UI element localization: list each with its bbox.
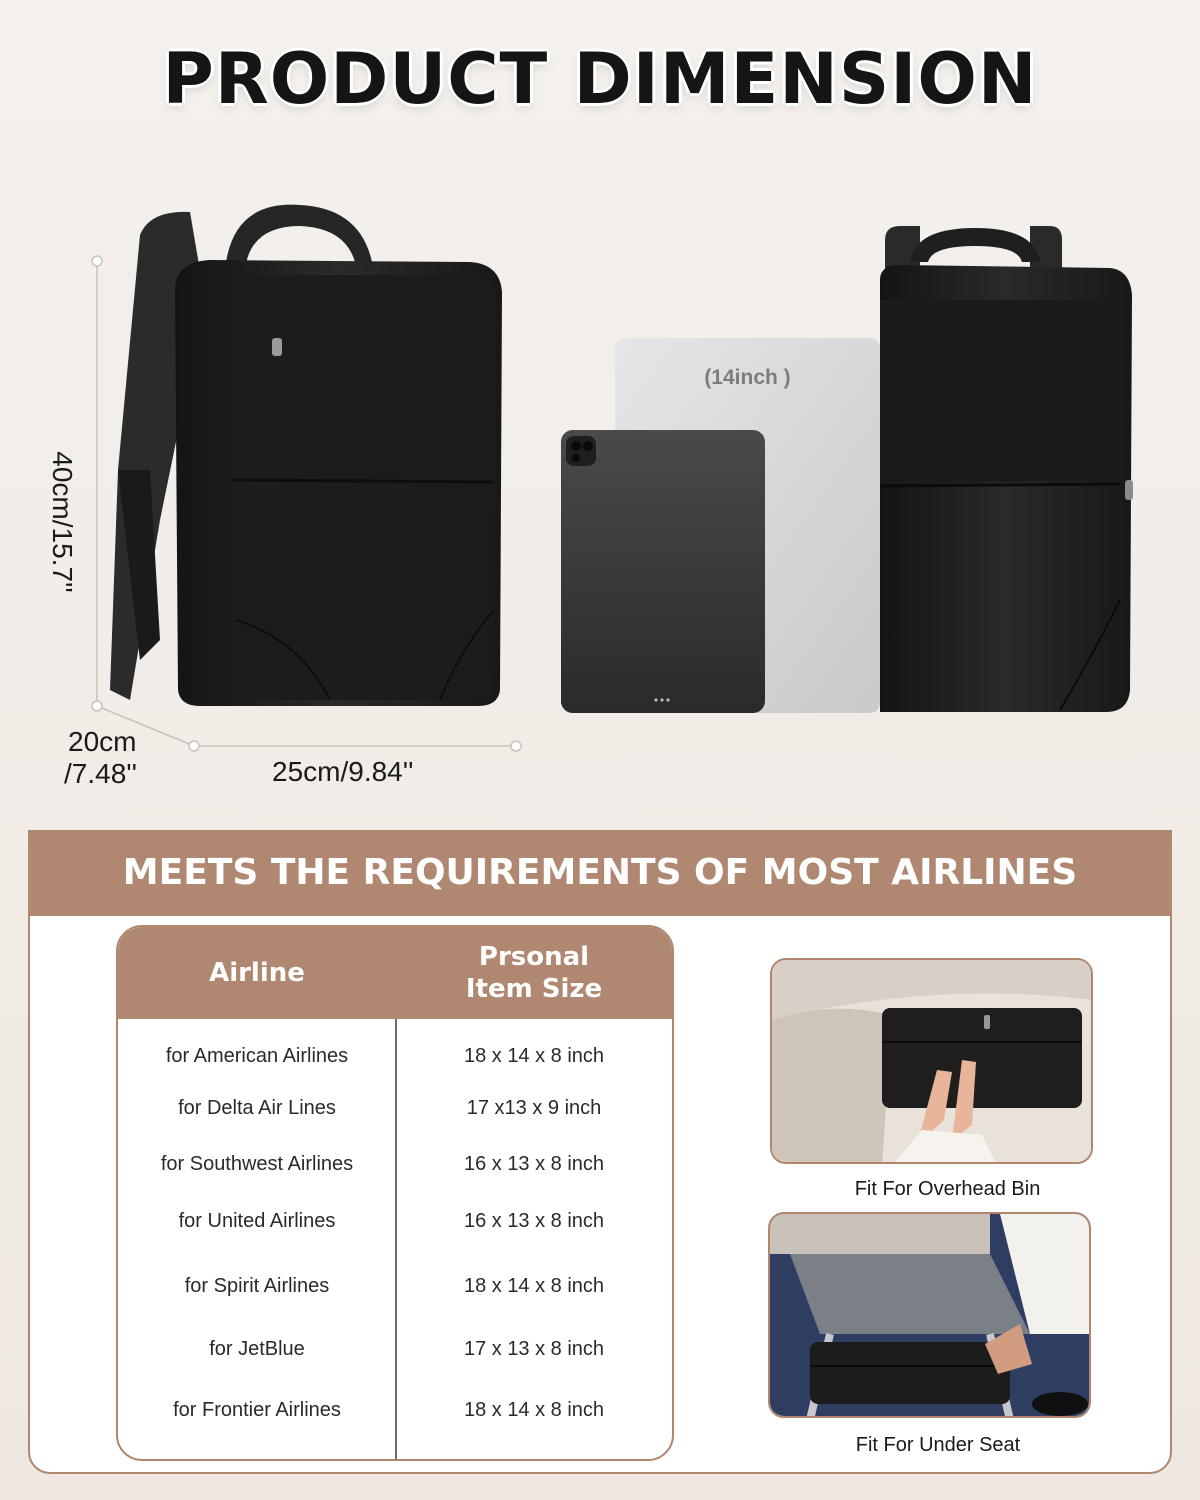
header-airline: Airline bbox=[209, 958, 305, 988]
table-row-airline: for Frontier Airlines bbox=[173, 1399, 341, 1421]
table-row-airline: for United Airlines bbox=[178, 1210, 336, 1232]
table-row-airline: for Southwest Airlines bbox=[160, 1153, 354, 1175]
table-row-size: 18 x 14 x 8 inch bbox=[463, 1045, 605, 1067]
overhead-bin-caption: Fit For Overhead Bin bbox=[854, 1178, 1041, 1200]
overhead-bin-photo bbox=[770, 958, 1093, 1164]
airline-requirements-banner: MEETS THE REQUIREMENTS OF MOST AIRLINES bbox=[28, 830, 1172, 916]
under-seat-photo bbox=[768, 1212, 1091, 1418]
backpack-front-view bbox=[880, 226, 1133, 712]
table-row-size: 17 x 13 x 8 inch bbox=[463, 1338, 605, 1360]
laptop-size-label: (14inch ) bbox=[704, 366, 791, 389]
header-item-size bbox=[396, 927, 672, 1019]
depth-dimension-cm: 20cm bbox=[68, 726, 137, 757]
table-row-size: 16 x 13 x 8 inch bbox=[463, 1210, 605, 1232]
table-header bbox=[118, 927, 672, 1019]
table-row-size: 16 x 13 x 8 inch bbox=[463, 1153, 605, 1175]
table-row-airline: for Spirit Airlines bbox=[184, 1275, 330, 1297]
table-row-size: 17 x13 x 9 inch bbox=[466, 1097, 602, 1119]
table-row-airline: for Delta Air Lines bbox=[178, 1097, 336, 1119]
table-row-airline: for JetBlue bbox=[209, 1338, 305, 1360]
header-item-size-line1: Prsonal bbox=[478, 942, 590, 972]
header-item-size-line2: Item Size bbox=[465, 974, 603, 1004]
backpack-side-view bbox=[110, 205, 502, 706]
height-dimension: 40cm/15.7'' bbox=[47, 451, 78, 593]
table-row-size: 18 x 14 x 8 inch bbox=[463, 1275, 605, 1297]
width-dimension: 25cm/9.84'' bbox=[272, 756, 414, 787]
page-title: PRODUCT DIMENSION bbox=[162, 38, 1038, 120]
column-divider bbox=[395, 1019, 397, 1461]
under-seat-caption: Fit For Under Seat bbox=[855, 1434, 1021, 1456]
airline-size-table bbox=[116, 925, 674, 1461]
table-row-airline: for American Airlines bbox=[165, 1045, 349, 1067]
table-row-size: 18 x 14 x 8 inch bbox=[463, 1399, 605, 1421]
depth-dimension-in: /7.48'' bbox=[64, 758, 137, 789]
